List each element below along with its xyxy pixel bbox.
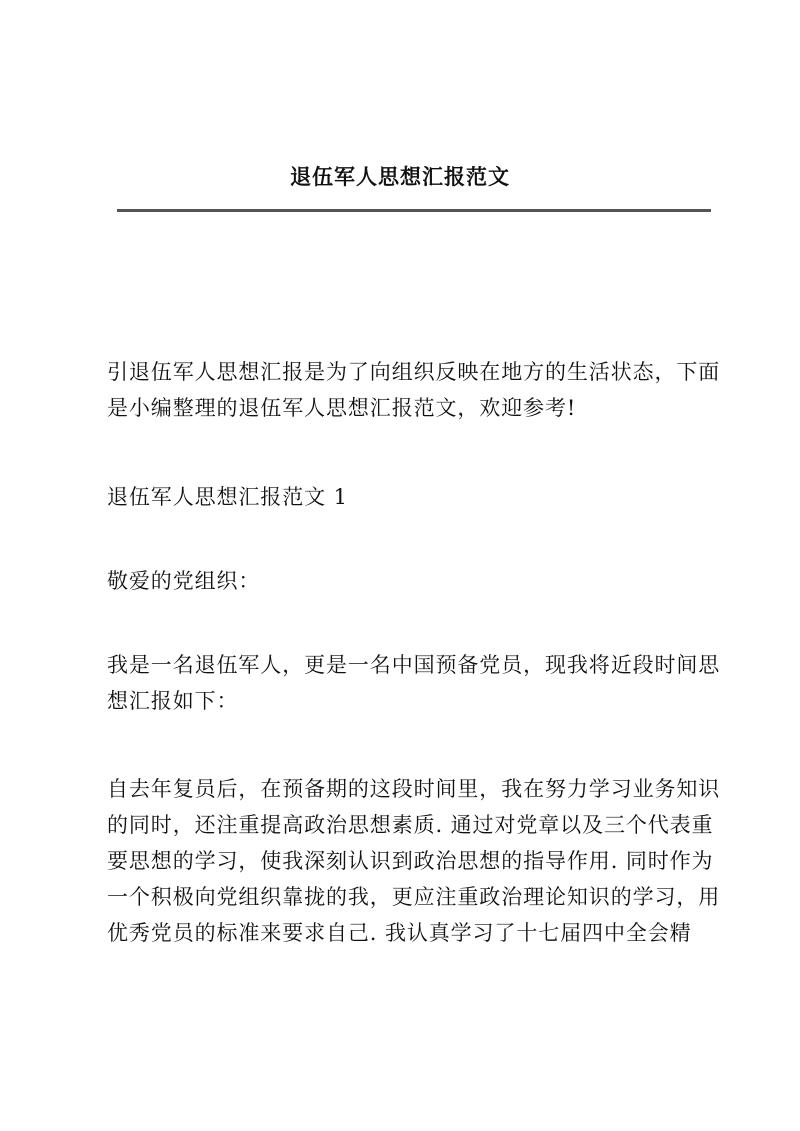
self-intro-line-2: 想汇报如下： <box>107 689 239 713</box>
intro-line-2: 是小编整理的退伍军人思想汇报范文，欢迎参考! <box>107 396 577 420</box>
body-line-4: 一个积极向党组织靠拢的我，更应注重政治理论知识的学习，用 <box>107 885 721 909</box>
intro-line-1: 引退伍军人思想汇报是为了向组织反映在地方的生活状态，下面 <box>107 360 721 384</box>
body-paragraph <box>107 771 721 951</box>
body-line-3: 要思想的学习，使我深刻认识到政治思想的指导作用. 同时作为 <box>107 849 714 873</box>
body-line-2: 的同时，还注重提高政治思想素质. 通过对党章以及三个代表重 <box>107 813 714 837</box>
self-intro-line-1: 我是一名退伍军人，更是一名中国预备党员，现我将近段时间思 <box>107 653 721 677</box>
self-intro-paragraph <box>107 647 721 719</box>
intro-paragraph <box>107 354 721 426</box>
section-heading: 退伍军人思想汇报范文 1 <box>107 485 348 509</box>
body-line-5: 优秀党员的标准来要求自己. 我认真学习了十七届四中全会精 <box>107 921 692 945</box>
title-divider <box>117 209 711 212</box>
body-line-1: 自去年复员后，在预备期的这段时间里，我在努力学习业务知识 <box>107 777 721 801</box>
document-title: 退伍军人思想汇报范文 <box>290 164 510 189</box>
salutation: 敬爱的党组织： <box>107 569 261 593</box>
